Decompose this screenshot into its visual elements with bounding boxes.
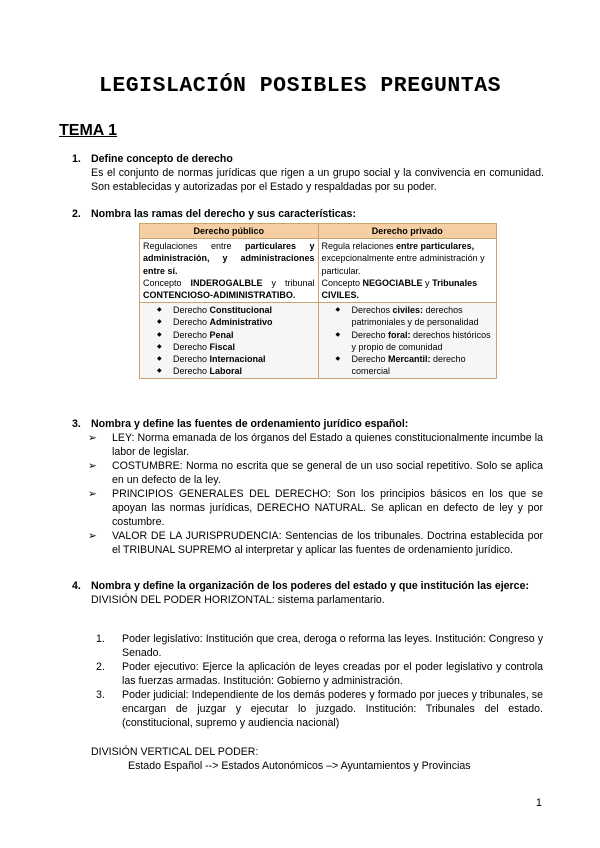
publico-list xyxy=(143,304,315,377)
list-item: ◆ Derecho Penal xyxy=(173,329,315,341)
bold-term: Mercantil: xyxy=(388,354,431,365)
list-number: 1. xyxy=(96,633,105,645)
list-item: ➢ VALOR DE LA JURISPRUDENCIA: Sentencias de los tribunales. Doctrina establecida por el TRIBUNAL SUPREMO al interpretar y aplicar las fuentes de ordenamiento jurídico. xyxy=(88,530,543,556)
list-number: 3. xyxy=(96,689,105,701)
list-item: ◆ Derechos civiles: derechos patrimoniales y de personalidad xyxy=(352,304,494,328)
question-number: 2. xyxy=(72,208,81,220)
question-number: 4. xyxy=(72,580,81,592)
powers-list xyxy=(96,632,543,730)
list-item: 1. Poder legislativo: Institución que crea, deroga o reforma las leyes. Institución: Congreso y Senado. xyxy=(96,633,543,659)
question-text: Nombra las ramas del derecho y sus características: xyxy=(91,208,356,220)
privado-list xyxy=(322,304,494,377)
question-number: 3. xyxy=(72,418,81,430)
question-3 xyxy=(72,417,544,431)
list-item: 2. Poder ejecutivo: Ejerce la aplicación de leyes creadas por el poder legislativo y controla las fuerzas armadas. Institución: Gobierno y administración. xyxy=(96,661,543,687)
list-item: 3. Poder judicial: Independiente de los demás poderes y formado por jueces y tribunales, se encargan de juzgar y ejecutar lo juzgado. Institución: Tribunales del estado. (constitucional, supremo y audiencia nacional) xyxy=(96,689,543,729)
question-number: 1. xyxy=(72,153,81,165)
list-item: ◆ Derecho Constitucional xyxy=(173,304,315,316)
horizontal-division: DIVISIÓN DEL PODER HORIZONTAL: sistema parlamentario. xyxy=(91,594,385,606)
bold-term: foral: xyxy=(388,329,411,340)
list-item: ◆ Derecho Fiscal xyxy=(173,341,315,353)
list-number: 2. xyxy=(96,661,105,673)
privado-description: Regula relaciones entre particulares, excepcionalmente entre administración y particular. Concepto NEGOCIABLE y Tribunales CIVILES. xyxy=(318,239,497,303)
answer-text: Es el conjunto de normas jurídicas que rigen a un grupo social y la convivencia en comunidad. Son establecidas y autorizadas por el Estado y respaldadas por su poder. xyxy=(91,167,544,193)
question-text: Nombra y define las fuentes de ordenamiento jurídico español: xyxy=(91,418,409,430)
bold-term: Fiscal xyxy=(209,341,236,352)
bold-term: Administrativo xyxy=(209,317,273,328)
bold-term: Penal xyxy=(209,329,234,340)
header-publico: Derecho público xyxy=(140,224,319,239)
publico-list-cell xyxy=(140,303,319,379)
arrow-bullet-icon: ➢ xyxy=(88,488,97,500)
question-1 xyxy=(72,152,544,194)
document-title: LEGISLACIÓN POSIBLES PREGUNTAS xyxy=(98,74,502,98)
arrow-bullet-icon: ➢ xyxy=(88,432,97,444)
vertical-chain: Estado Español --> Estados Autonómicos –> Ayuntamientos y Provincias xyxy=(128,760,471,772)
arrow-bullet-icon: ➢ xyxy=(88,530,97,542)
page-number: 1 xyxy=(535,797,542,809)
bold-term: Internacional xyxy=(209,354,266,365)
list-item: ◆ Derecho foral: derechos históricos y propio de comunidad xyxy=(352,329,494,353)
question-2 xyxy=(72,207,544,221)
header-privado: Derecho privado xyxy=(318,224,497,239)
list-item: ◆ Derecho Laboral xyxy=(173,365,315,377)
privado-list-cell xyxy=(318,303,497,379)
publico-description: Regulaciones entre particulares y administración, y administraciones entre sí. Concepto INDEROGALBLE y tribunal CONTENCIOSO-ADIMINISTRATIBO. xyxy=(140,239,319,303)
list-item: ◆ Derecho Mercantil: derecho comercial xyxy=(352,353,494,377)
vertical-division: DIVISIÓN VERTICAL DEL PODER: xyxy=(91,746,259,758)
question-text: Nombra y define la organización de los poderes del estado y que institución las ejerce: xyxy=(91,580,529,592)
section-heading: TEMA 1 xyxy=(59,122,118,139)
sources-list xyxy=(88,431,543,557)
list-item: ◆ Derecho Internacional xyxy=(173,353,315,365)
bold-term: Constitucional xyxy=(209,305,273,316)
branches-table xyxy=(139,223,497,379)
bold-term: Laboral xyxy=(209,366,243,377)
question-4 xyxy=(72,579,544,607)
list-item: ➢ COSTUMBRE: Norma no escrita que se general de un uso social repetitivo. Solo se aplica en un defecto de la ley. xyxy=(88,460,543,486)
question-text: Define concepto de derecho xyxy=(91,153,233,165)
arrow-bullet-icon: ➢ xyxy=(88,460,97,472)
list-item: ➢ PRINCIPIOS GENERALES DEL DERECHO: Son los principios básicos en los que se apoyan las normas jurídicas, DERECHO NATURAL. Se aplican en defecto de ley y por costumbre. xyxy=(88,488,543,528)
list-item: ➢ LEY: Norma emanada de los órganos del Estado a quienes constitucionalmente incumbe la labor de legislar. xyxy=(88,432,543,458)
bold-term: civiles: xyxy=(392,305,424,316)
list-item: ◆ Derecho Administrativo xyxy=(173,316,315,328)
